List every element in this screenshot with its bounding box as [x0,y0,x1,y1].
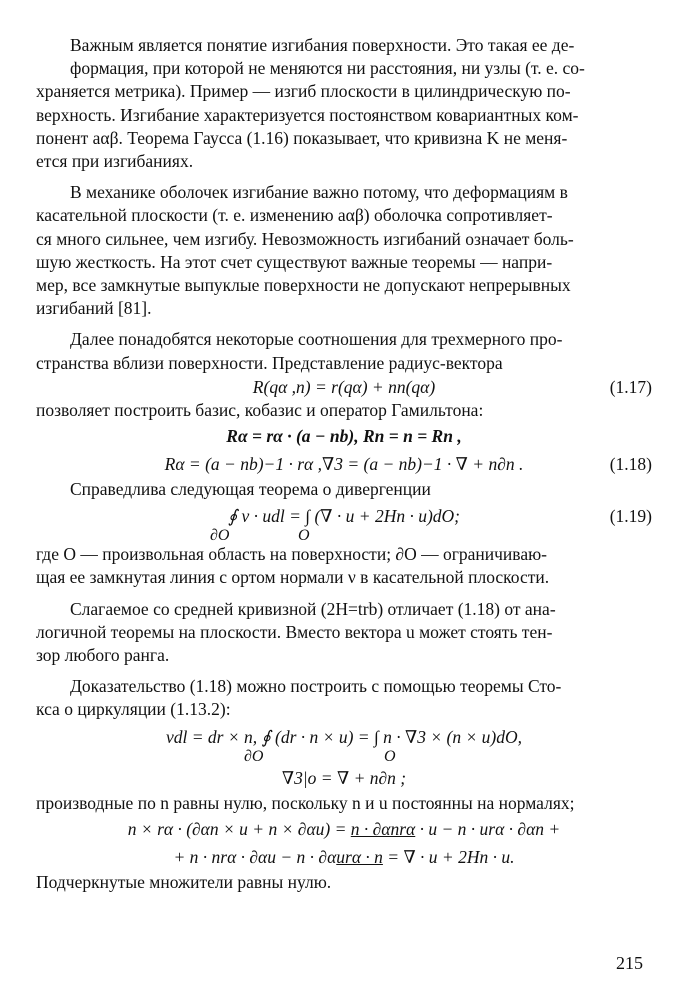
equation-text: ∇3|o = ∇ + n∂n ; [281,767,407,788]
equation-1-18b [36,450,652,478]
text-line: где O — произвольная область на поверхности; ∂O — ограничиваю- [36,544,548,565]
equation-part: n × rα · (∂αn × u + n × ∂αu) = [127,818,351,839]
integral-subscript: O [384,747,396,765]
text-line: Далее понадобятся некоторые соотношения для трехмерного про- [70,329,563,350]
text-line: странства вблизи поверхности. Представление радиус-вектора [36,352,503,373]
text-line: щая ее замкнутая линия с ортом нормали ν в касательной плоскости. [36,567,550,588]
equation-text [128,815,560,843]
page-body [36,34,652,894]
equation-text: Rα = rα · (a − nb), Rn = n = Rn , [226,426,462,447]
equation-1-19 [36,501,652,543]
equation-part: · u − n · urα · ∂αn + [415,818,561,839]
page-number: 215 [616,953,643,973]
equation-text: R(qα ,n) = r(qα) + nn(qα) [252,376,436,397]
equation-stokes-1 [36,722,652,764]
integral-subscript: ∂O [244,747,264,765]
equation-text: Rα = (a − nb)−1 · rα ,∇3 = (a − nb)−1 · ∇ + n∂n . [164,454,524,475]
paragraph-proof [36,675,652,721]
equation-long-2 [36,843,652,871]
text-line: верхность. Изгибание характеризуется постоянством ковариантных ком- [36,104,579,125]
text-line: ется при изгибаниях. [36,151,194,172]
text-line: шую жесткость. На этот счет существуют важные теоремы — напри- [36,251,553,272]
text-line: Справедлива следующая теорема о дивергенции [70,479,431,500]
text-line: зор любого ранга. [36,645,170,666]
paragraph-where [36,543,652,589]
integral-subscript: ∂O [210,527,230,545]
equation-text: ∮ ν · udl = ∫ (∇ · u + 2Hn · u)dO; [227,506,460,527]
text-line: понент aαβ. Теорема Гаусса (1.16) показывает, что кривизна K не меня- [36,127,568,148]
text-line: формация, при которой не меняются ни расстояния, ни узлы (т. е. со- [70,58,585,79]
text-line: мер, все замкнутые выпуклые поверхности не допускают непрерывных [36,275,571,296]
text-line: Доказательство (1.18) можно построить с помощью теоремы Сто- [70,676,562,697]
equation-part: = ∇ · u + 2Hn · u. [382,846,515,867]
text-line: логичной теоремы на плоскости. Вместо вектора u может стоять тен- [36,621,553,642]
text-line: Подчеркнутые множители равны нулю. [36,871,332,892]
text-line: производные по n равны нулю, поскольку n и u постоянны на нормалях; [36,792,575,813]
text-line: позволяет построить базис, кобазис и оператор Гамильтона: [36,399,484,420]
text-line: касательной плоскости (т. е. изменению aαβ) оболочка сопротивляет- [36,205,553,226]
text-line: В механике оболочек изгибание важно потому, что деформациям в [70,182,568,203]
equation-number: (1.17) [609,376,652,397]
text-line: ся много сильнее, чем изгибу. Невозможность изгибаний означает боль- [36,228,574,249]
paragraph-mean-curvature [36,598,652,668]
underlined-term: urα · n [336,846,383,867]
text-line: Важным является понятие изгибания поверхности. Это такая ее де- [70,35,575,55]
text-line: изгибаний [81]. [36,298,152,319]
equation-stokes-2 [36,764,652,792]
equation-number: (1.19) [609,506,652,527]
text-line: кса о циркуляции (1.13.2): [36,699,231,720]
equation-number: (1.18) [609,454,652,475]
equation-text: νdl = dr × n, ∮ (dr · n × u) = ∫ n · ∇3 × (n × u)dO, [165,726,523,747]
equation-1-17 [36,375,652,399]
equation-1-18a [36,422,652,450]
underlined-term: n · ∂αnrα [350,818,416,839]
paragraph-shells [36,181,652,320]
integral-subscript: O [298,527,310,545]
equation-part: + n · nrα · ∂αu − n · ∂α [173,846,337,867]
equation-long-1 [36,815,652,843]
paragraph-space [36,328,652,374]
equation-text [173,843,514,871]
text-line: Слагаемое со средней кривизной (2H=trb) отличает (1.18) от ана- [70,598,556,619]
paragraph-bending [36,34,652,173]
text-line: храняется метрика). Пример — изгиб плоскости в цилиндрическую по- [36,81,571,102]
